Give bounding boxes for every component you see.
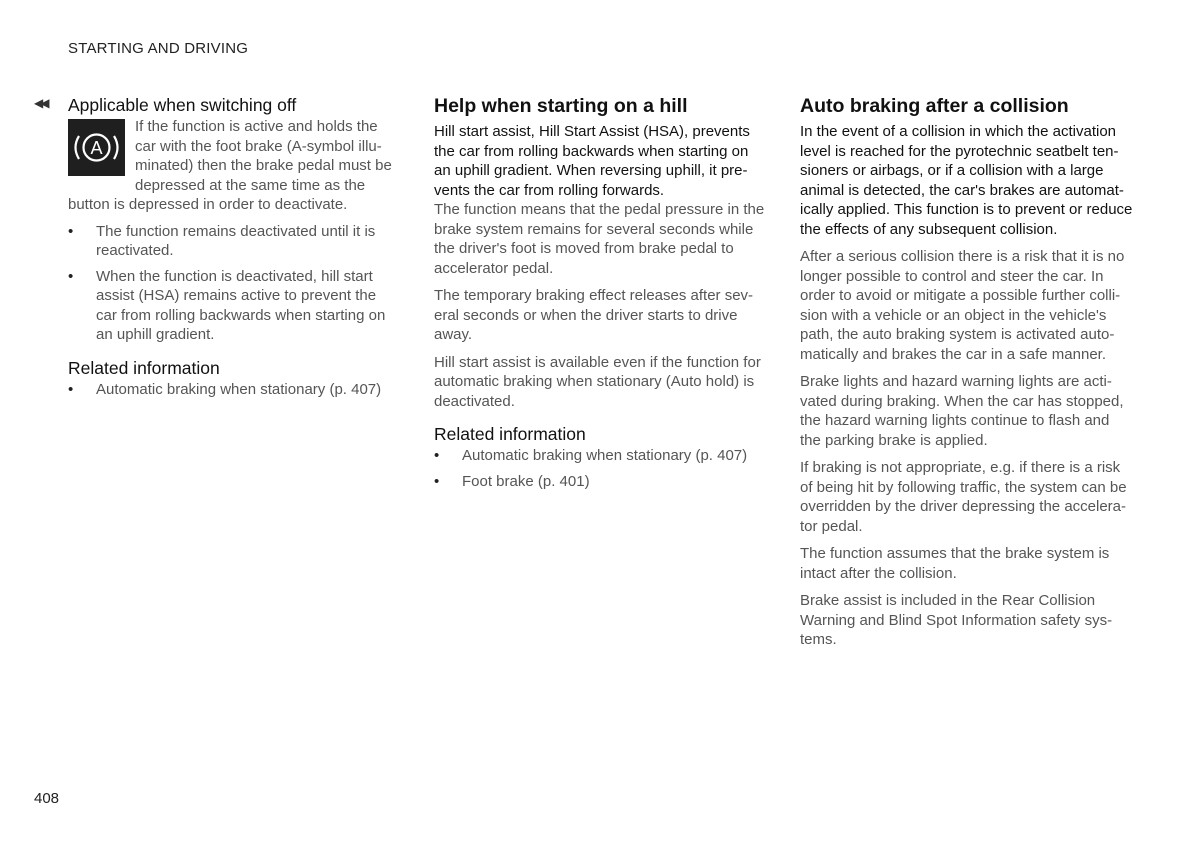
bullet-icon: • — [68, 380, 74, 398]
bullet-icon: • — [434, 472, 440, 490]
column-hill-start — [434, 94, 768, 497]
switching-off-bullets — [68, 222, 400, 345]
bullet-icon: • — [68, 267, 74, 285]
heading-hill-start: Help when starting on a hill — [434, 95, 688, 117]
hill-start-intro: Hill start assist, Hill Start Assist (HSA), prevents the car from rolling backwards when starting on an uphill gradient. When reversing uphill, it prevents the car from rolling forwards. — [434, 123, 750, 199]
auto-hold-a-icon — [68, 119, 125, 176]
paragraph: Brake lights and hazard warning lights are activated during braking. When the car has stopped, the hazard warning lights continue to flash and the parking brake is applied. — [800, 373, 1124, 449]
list-item: • The function remains deactivated until it is reactivated. — [68, 222, 376, 259]
paragraph: If braking is not appropriate, e.g. if there is a risk of being hit by following traffic, the system can be overridden by the driver depressing the accelerator pedal. — [800, 459, 1127, 535]
paragraph: The temporary braking effect releases after several seconds or when the driver starts to drive away. — [434, 287, 754, 343]
deactivate-instructions: If the function is active and holds the car with the foot brake (A-symbol illuminated) then the brake pedal must be depressed at the same time as the button is depressed in order to deactivate. — [68, 118, 392, 213]
paragraph: Brake assist is included in the Rear Collision Warning and Blind Spot Information safety systems. — [800, 592, 1113, 648]
paragraph: After a serious collision there is a risk that it is no longer possible to control and steer the car. In order to avoid or mitigate a possible further collision with a vehicle or an object in the vehicle's path, the auto braking system is activated automatically and brakes the car in a safe manner. — [800, 248, 1125, 363]
paragraph: The function assumes that the brake system is intact after the collision. — [800, 545, 1110, 582]
heading-switching-off: Applicable when switching off — [68, 95, 297, 115]
related-info-list — [434, 446, 768, 491]
section-header: STARTING AND DRIVING — [68, 40, 249, 57]
related-info-list — [68, 380, 400, 400]
column-auto-braking — [800, 94, 1134, 650]
related-info-heading: Related information — [434, 424, 586, 444]
paragraph: Hill start assist is available even if the function for automatic braking when stationary (Auto hold) is deactivated. — [434, 353, 761, 410]
related-info-heading: Related information — [68, 357, 220, 378]
list-item: • When the function is deactivated, hill start assist (HSA) remains active to prevent the car from rolling backwards when starting on an uphill gradient. — [68, 267, 386, 343]
related-link[interactable]: • Automatic braking when stationary (p. 407) — [434, 447, 748, 464]
page-number: 408 — [34, 790, 60, 807]
paragraph: The function means that the pedal pressure in the brake system remains for several seconds while the driver's foot is moved from brake pedal to accelerator pedal. — [434, 201, 765, 277]
svg-text:A: A — [90, 138, 103, 158]
auto-braking-intro: In the event of a collision in which the activation level is reached for the pyrotechnic seatbelt tensioners or airbags, or if a collision with a large animal is detected, the car's brakes are automatically applied. This function is to prevent or reduce the effects of any subsequent collision. — [800, 123, 1133, 238]
heading-auto-braking: Auto braking after a collision — [800, 95, 1069, 117]
icon-paragraph — [68, 117, 400, 215]
continued-arrow-icon: ◀◀ — [34, 96, 47, 110]
related-link[interactable]: • Automatic braking when stationary (p. 407) — [68, 380, 382, 398]
related-link[interactable]: • Foot brake (p. 401) — [434, 472, 590, 490]
column-switching-off — [68, 94, 400, 405]
bullet-icon: • — [68, 222, 74, 240]
bullet-icon: • — [434, 447, 440, 464]
